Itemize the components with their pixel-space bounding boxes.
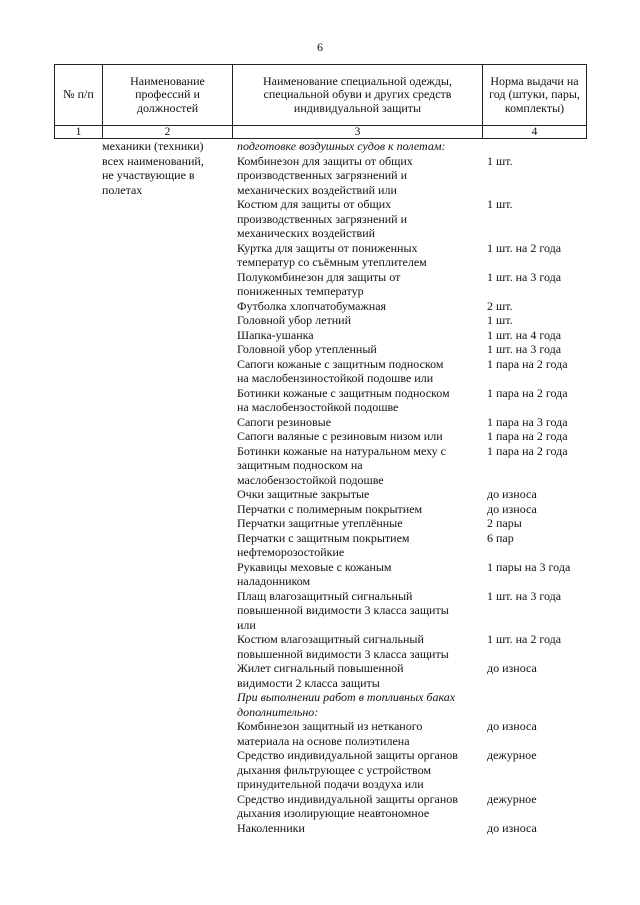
item-name: Футболка хлопчатобумажная bbox=[237, 298, 387, 313]
table-row bbox=[237, 241, 587, 270]
item-norm: 1 пары на 3 года bbox=[487, 559, 571, 574]
item-name: Средство индивидуальной защиты органов дыхания изолирующие неавтономное bbox=[237, 791, 458, 820]
section-heading-row bbox=[237, 690, 587, 719]
header-row bbox=[55, 65, 587, 126]
item-name: Наколенники bbox=[237, 820, 305, 835]
item-norm: 1 пара на 3 года bbox=[487, 414, 568, 429]
table-row bbox=[237, 197, 587, 241]
table-row bbox=[237, 502, 587, 517]
item-norm: 1 пара на 2 года bbox=[487, 429, 568, 443]
table-row bbox=[237, 386, 587, 415]
item-name: Ботинки кожаные на натуральном меху с защитным подноском на маслобензостойкой подошве bbox=[237, 443, 447, 487]
item-name: Перчатки с полимерным покрытием bbox=[237, 501, 423, 516]
item-norm: 1 пара на 2 года bbox=[487, 356, 568, 371]
item-norm: 1 шт. на 2 года bbox=[487, 240, 562, 255]
item-name: Сапоги кожаные с защитным подноском на маслобензиностойкой подошве или bbox=[237, 356, 444, 385]
table-row bbox=[237, 748, 587, 792]
item-name: Сапоги валяные с резиновым низом или bbox=[237, 429, 443, 443]
table-row bbox=[237, 429, 587, 444]
item-norm: дежурное bbox=[487, 748, 537, 762]
header-equipment: Наименование специальной одежды, специальной обуви и других средств индивидуальной защиты bbox=[233, 65, 483, 126]
equipment-list bbox=[237, 139, 587, 835]
item-norm: до износа bbox=[487, 661, 537, 675]
item-norm: 2 шт. bbox=[487, 298, 513, 313]
table-row bbox=[237, 719, 587, 748]
section-heading: При выполнении работ в топливных баках дополнительно: bbox=[237, 690, 456, 719]
header-table bbox=[54, 64, 587, 139]
table-row bbox=[237, 821, 587, 836]
table-row bbox=[237, 270, 587, 299]
column-number: 2 bbox=[103, 126, 233, 139]
table-row bbox=[237, 357, 587, 386]
item-name: Костюм для защиты от общих производственных загрязнений и механических воздействий bbox=[237, 197, 408, 240]
item-name: Шапка-ушанка bbox=[237, 327, 314, 342]
item-norm: 1 шт. bbox=[487, 313, 513, 327]
item-name: Перчатки защитные утеплённые bbox=[237, 516, 403, 530]
header-number: № п/п bbox=[55, 65, 103, 126]
table-row bbox=[237, 487, 587, 502]
item-norm: 1 шт. bbox=[487, 153, 513, 168]
profession-cell: механики (техники) всех наименований, не участвующие в полетах bbox=[102, 139, 204, 197]
item-norm: 1 шт. на 3 года bbox=[487, 588, 562, 603]
item-name: Средство индивидуальной защиты органов дыхания фильтрующее с устройством принудительной подачи воздуха или bbox=[237, 748, 458, 791]
table-row bbox=[237, 313, 587, 328]
table-row bbox=[237, 328, 587, 343]
item-norm: 1 пара на 2 года bbox=[487, 443, 568, 458]
table-row bbox=[237, 299, 587, 314]
table-row bbox=[237, 444, 587, 488]
table-row bbox=[237, 531, 587, 560]
item-name: Головной убор утепленный bbox=[237, 342, 377, 356]
table-row bbox=[237, 342, 587, 357]
item-name: Очки защитные закрытые bbox=[237, 487, 370, 501]
item-norm: до износа bbox=[487, 487, 537, 501]
item-name: Рукавицы меховые с кожаным наладонником bbox=[237, 559, 392, 588]
item-name: Плащ влагозащитный сигнальный повышенной видимости 3 класса защиты или bbox=[237, 588, 449, 632]
item-norm: 1 шт. на 2 года bbox=[487, 632, 562, 646]
item-norm: 1 шт. bbox=[487, 197, 513, 211]
header-norm: Норма выдачи на год (штуки, пары, комплекты) bbox=[483, 65, 587, 126]
item-name: Комбинезон защитный из нетканого материала на основе полиэтилена bbox=[237, 719, 423, 748]
column-number: 1 bbox=[55, 126, 103, 139]
table-row bbox=[237, 516, 587, 531]
table-row bbox=[237, 560, 587, 589]
table-row bbox=[237, 415, 587, 430]
item-norm: 2 пары bbox=[487, 516, 522, 530]
item-name: Полукомбинезон для защиты от пониженных температур bbox=[237, 269, 401, 298]
item-norm: 1 пара на 2 года bbox=[487, 385, 568, 400]
item-norm: 1 шт. на 3 года bbox=[487, 269, 562, 284]
column-number-row bbox=[55, 126, 587, 139]
header-profession: Наименование профессий и должностей bbox=[103, 65, 233, 126]
table-row bbox=[237, 589, 587, 633]
item-norm: до износа bbox=[487, 820, 537, 835]
section-heading-row bbox=[237, 139, 587, 154]
table-row bbox=[237, 632, 587, 661]
item-name: Куртка для защиты от пониженных температур со съёмным утеплителем bbox=[237, 240, 427, 269]
item-norm: 1 шт. на 4 года bbox=[487, 327, 562, 342]
item-name: Ботинки кожаные с защитным подноском на маслобензостойкой подошве bbox=[237, 385, 450, 414]
item-name: Головной убор летний bbox=[237, 313, 351, 327]
table-row bbox=[237, 661, 587, 690]
item-norm: 6 пар bbox=[487, 530, 514, 545]
column-number: 4 bbox=[483, 126, 587, 139]
table-row bbox=[237, 154, 587, 198]
item-norm: 1 шт. на 3 года bbox=[487, 342, 562, 356]
page-number: 6 bbox=[317, 40, 323, 54]
item-name: Костюм влагозащитный сигнальный повышенной видимости 3 класса защиты bbox=[237, 632, 449, 661]
item-name: Комбинезон для защиты от общих производственных загрязнений и механических воздействий или bbox=[237, 153, 413, 197]
item-name: Сапоги резиновые bbox=[237, 414, 332, 429]
item-name: Перчатки с защитным покрытием нефтеморозостойкие bbox=[237, 530, 410, 559]
item-norm: дежурное bbox=[487, 791, 537, 806]
table-row bbox=[237, 792, 587, 821]
section-heading: подготовке воздушных судов к полетам: bbox=[237, 139, 446, 153]
column-number: 3 bbox=[233, 126, 483, 139]
item-name: Жилет сигнальный повышенной видимости 2 класса защиты bbox=[237, 661, 404, 690]
item-norm: до износа bbox=[487, 501, 537, 516]
item-norm: до износа bbox=[487, 719, 537, 733]
